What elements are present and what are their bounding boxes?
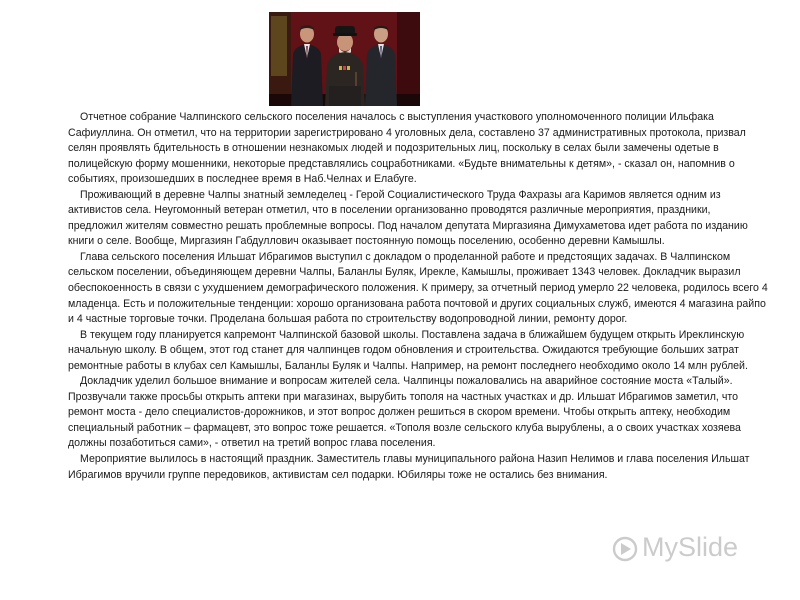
watermark-text: MySlide bbox=[642, 532, 739, 562]
article-photo bbox=[269, 12, 420, 106]
paragraph-celebration: Мероприятие вылилось в настоящий праздник. Заместитель главы муниципального района Назип Нелимов и глава поселения Ильшат Ибрагимов вручили группе передовиков, активистам сел подарки. Юбиляры тоже не остались без внимания. bbox=[68, 453, 750, 481]
watermark bbox=[612, 528, 762, 578]
watermark-logo-icon bbox=[612, 536, 638, 562]
article-body bbox=[68, 110, 768, 483]
paragraph-veteran-karimov: Проживающий в деревне Чалпы знатный земледелец - Герой Социалистического Труда Фахразы ага Каримов является одним из активистов села. Неугомонный ветеран отметил, что в поселении организованно проводятся различные мероприятия, праздники, предложил жителям совместно решать проблемные вопросы. Под началом депутата Миргазияна Димухаметова идет работа по изданию книги о селе. Вообще, Миргазиян Габдуллович оказывает постоянную помощь поселению, особенно деревни Камышлы. bbox=[68, 188, 748, 248]
paragraph-residents-questions: Докладчик уделил большое внимание и вопросам жителей села. Чалпинцы пожаловались на аварийное состояние моста «Талый». Прозвучали также просьбы открыть аптеки при магазинах, вырубить тополя на частных участках и др. Ильшат Ибрагимов заметил, что ремонт моста - дело специалистов-дорожников, и этот вопрос должен решиться в скором времени. Чтобы открыть аптеку, необходим специальный работник – фармацевт, это вопрос тоже решается. «Тополя возле сельского клуба вырублены, а о своих участках хозяева должны позаботиться сами», - ответил на третий вопрос глава поселения. bbox=[68, 375, 741, 450]
paragraph-police-report: Отчетное собрание Чалпинского сельского поселения началось с выступления участкового уполномоченного полиции Ильфака Сафиуллина. Он отметил, что на территории зарегистрировано 4 уголовных дела, составлено 37 административных протокола, призвал селян проявлять бдительность в отношении незнакомых людей и подозрительных лиц, поскольку в селах были замечены одетые в полицейскую форму мошенники, некоторые представлялись соцработниками. «Будьте внимательны к детям», - сказал он, напомнив о событиях, произошедших в последнее время в Наб.Челнах и Елабуге. bbox=[68, 111, 746, 186]
paragraph-head-report: Глава сельского поселения Ильшат Ибрагимов выступил с докладом о проделанной работе и предстоящих задачах. В Чалпинском сельском поселении, объединяющем деревни Чалпы, Баланлы Буляк, Ирекле, Камышлы, проживает 1343 человек. Докладчик выразил обеспокоенность в связи с ухудшением демографического положения. К примеру, за отчетный период умерло 22 человека, родилось всего 4 младенца. Есть и положительные тенденции: хорошо организована работа почтовой и других социальных служб, имеются 4 магазина райпо и 4 частные торговые точки. Проделана большая работа по строительству водопроводной линии, ремонту дорог. bbox=[68, 250, 768, 326]
paragraph-school-renovation: В текущем году планируется капремонт Чалпинской базовой школы. Поставлена задача в ближайшем будущем открыть Иреклинскую начальную школу. В общем, этот год станет для чалпинцев годом обновления и строительства. Ожидаются требующие больших затрат ремонтные работы в клубах сел Камышлы, Баланлы Буляк и Чалпы. Например, на ремонт последнего необходимо около 14 млн рублей. bbox=[68, 328, 748, 372]
group-photo-illustration bbox=[269, 12, 420, 106]
